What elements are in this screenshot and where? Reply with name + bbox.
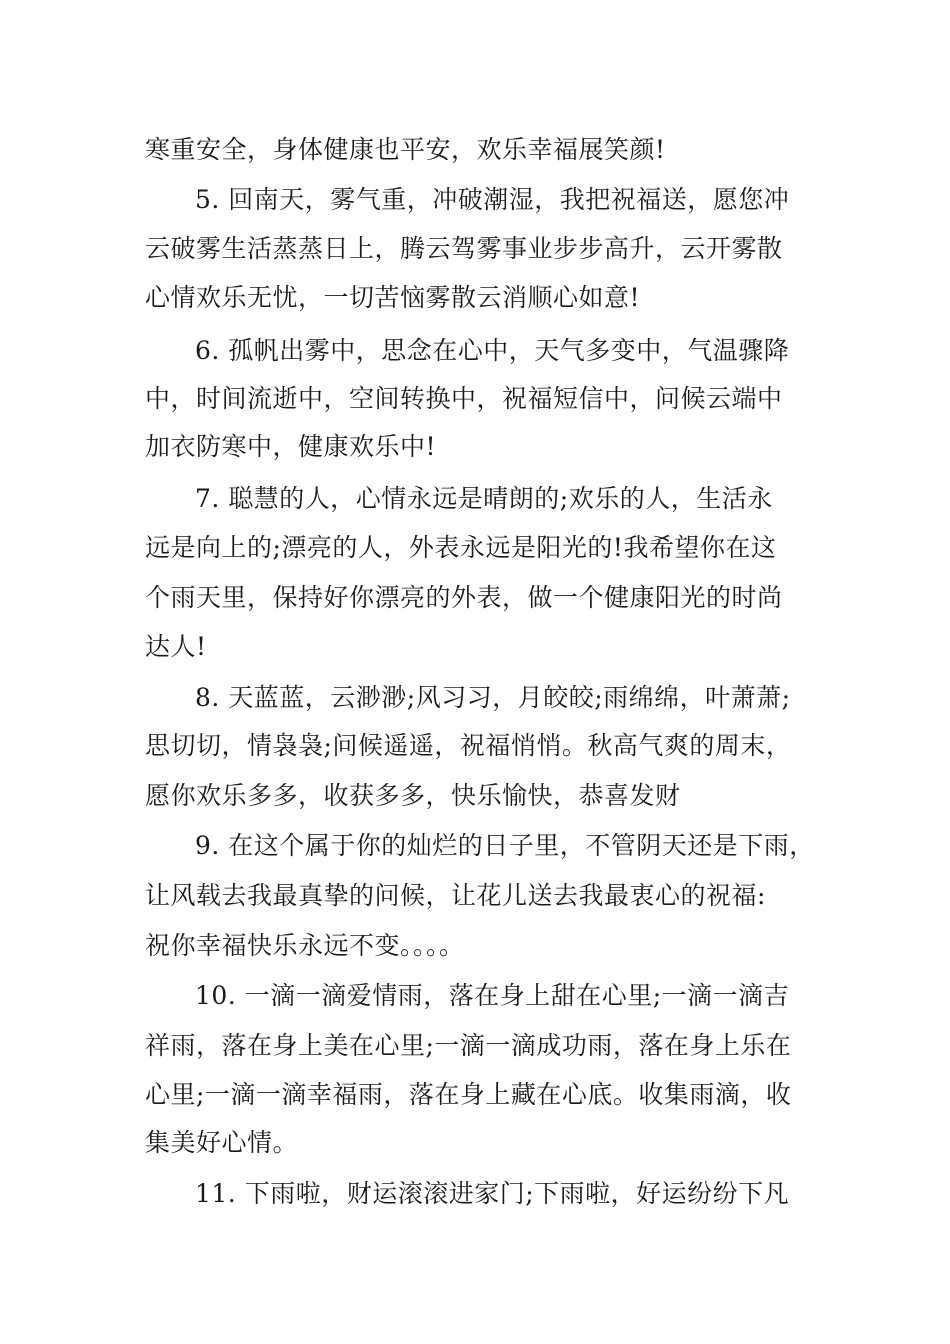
- list-item-10-line: 10. 一滴一滴爱情雨，落在身上甜在心里;一滴一滴吉: [195, 981, 790, 1010]
- text-line: 远是向上的;漂亮的人，外表永远是阳光的!我希望你在这: [145, 533, 777, 562]
- list-item-8-line: 8. 天蓝蓝，云渺渺;风习习，月皎皎;雨绵绵，叶萧萧;: [195, 683, 791, 712]
- text-line: 心情欢乐无忧，一切苦恼雾散云消顺心如意!: [145, 283, 641, 312]
- text-line: 思切切，情袅袅;问候遥遥，祝福悄悄。秋高气爽的周末，: [145, 731, 792, 760]
- text-line: 让风载去我最真挚的问候，让花儿送去我最衷心的祝福:: [145, 881, 766, 910]
- text-line: 祝你幸福快乐永远不变。。。。: [145, 931, 465, 960]
- text-line: 中，时间流逝中，空间转换中，祝福短信中，问候云端中: [145, 384, 783, 413]
- list-item-5-line: 5. 回南天，雾气重，冲破潮湿，我把祝福送，愿您冲: [195, 185, 790, 214]
- text-line: 集美好心情。: [145, 1128, 299, 1157]
- text-line: 个雨天里，保持好你漂亮的外表，做一个健康阳光的时尚: [145, 583, 783, 612]
- list-item-6-line: 6. 孤帆出雾中，思念在心中，天气多变中，气温骤降: [195, 336, 790, 365]
- list-item-9-line: 9. 在这个属于你的灿烂的日子里，不管阴天还是下雨，: [195, 831, 815, 860]
- text-line: 寒重安全，身体健康也平安，欢乐幸福展笑颜!: [145, 135, 666, 164]
- text-line: 心里;一滴一滴幸福雨，落在身上藏在心底。收集雨滴，收: [145, 1080, 792, 1109]
- text-line: 祥雨，落在身上美在心里;一滴一滴成功雨，落在身上乐在: [145, 1031, 792, 1060]
- text-line: 达人!: [145, 632, 207, 661]
- list-item-7-line: 7. 聪慧的人，心情永远是晴朗的;欢乐的人，生活永: [195, 484, 773, 513]
- list-item-11-line: 11. 下雨啦，财运滚滚进家门;下雨啦，好运纷纷下凡: [195, 1179, 790, 1208]
- text-line: 愿你欢乐多多，收获多多，快乐愉快，恭喜发财: [145, 781, 681, 810]
- text-line: 加衣防寒中，健康欢乐中!: [145, 432, 437, 461]
- text-line: 云破雾生活蒸蒸日上，腾云驾雾事业步步高升，云开雾散: [145, 234, 783, 263]
